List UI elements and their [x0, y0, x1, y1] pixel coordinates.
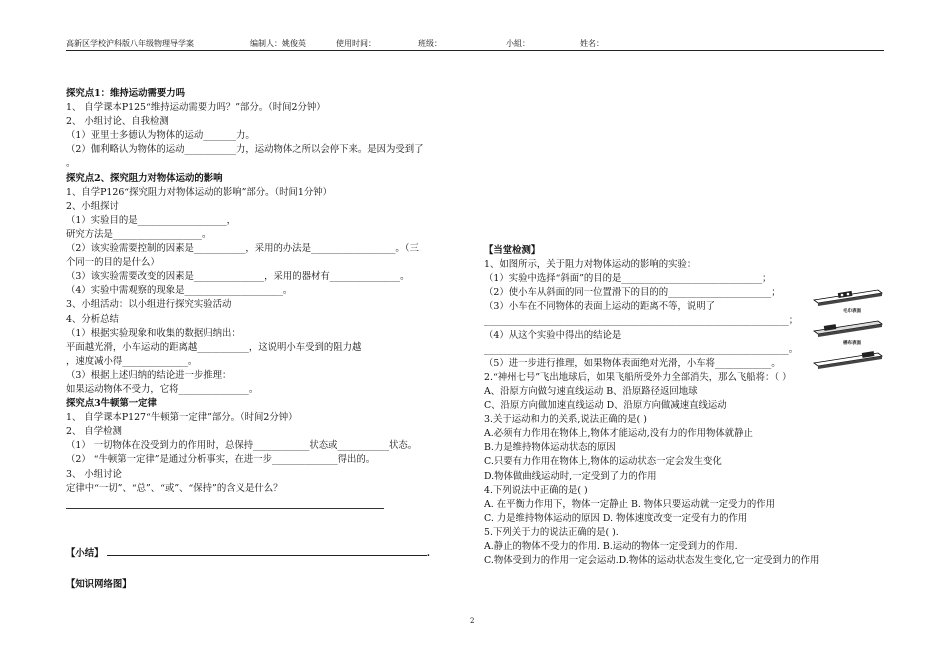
right-line: （3）小车在不同物体的表面上运动的距离不等，说明了 — [484, 301, 715, 313]
left-line: （1） 一切物体在没受到力的作用时，总保持____________状态或___________状态。 — [66, 440, 418, 452]
name-label: 姓名： — [580, 39, 604, 48]
left-line: （2）该实验需要控制的因素是___________，采用的办法是__________________。（三 — [66, 243, 419, 255]
right-line: 3.关于运动和力的关系,说法正确的是( ) — [484, 414, 647, 426]
discussion-answer-line — [66, 496, 384, 509]
figure-caption-towel: 毛巾表面 — [843, 309, 861, 314]
left-line: 如果运动物体不受力，它将_______________。 — [66, 383, 259, 395]
left-line: 定律中“一切”、“总”、“或”、“保持”的含义是什么？ — [66, 482, 283, 494]
left-line: 1、自学P126“探究阻力对物体运动的影响”部分。（时间1分钟） — [66, 186, 333, 198]
left-line: 2、 自学检测 — [66, 426, 122, 438]
left-line: （1）根据实验现象和收集的数据归纳出： — [66, 327, 241, 339]
left-line: （1）亚里士多德认为物体的运动_______力。 — [66, 130, 255, 142]
figure-caption-cotton: 棉布表面 — [843, 341, 861, 346]
left-line: 2、 小组讨论、自我检测 — [66, 116, 169, 128]
school-title: 高新区学校沪科版八年级物理导学案 — [66, 39, 194, 48]
left-line: 探究点2、探究阻力对物体运动的影响 — [66, 172, 223, 184]
group-label: 小組： — [506, 39, 530, 48]
left-line: 探究点3牛顿第一定律 — [66, 398, 157, 410]
right-line: _________________________________________________________________； — [484, 315, 799, 327]
left-line: 探究点1：维持运动需要力吗 — [66, 88, 186, 99]
left-line: 。 — [66, 158, 76, 170]
left-column — [66, 87, 466, 509]
page-header — [66, 38, 884, 51]
summary-section — [66, 545, 430, 559]
left-line: 1、 自学课本P125“维持运动需要力吗？”部分。（时间2分钟） — [66, 102, 326, 114]
right-line: 1、如图所示，关于阻力对物体运动的影响的实验： — [484, 259, 697, 271]
left-line: 研究方法是___________________。 — [66, 228, 212, 240]
right-line: C、沿原方向做加速直线运动 D、沿原方向做减速直线运动 — [484, 400, 727, 412]
right-line: C. 力是维持物体运动的原因 D. 物体速度改变一定受有力的作用 — [484, 512, 748, 524]
right-line: B.力是维持物体运动状态的原因 — [484, 442, 616, 454]
page-number: 2 — [470, 617, 475, 625]
left-line: 1、 自学课本P127“牛顿第一定律”部分。（时间2分钟） — [66, 412, 298, 424]
summary-end: . — [426, 548, 431, 559]
ramp-figure-2 — [812, 317, 884, 337]
right-line: （2）使小车从斜面的同一位置滑下的目的的______________________； — [484, 287, 781, 299]
left-line: 平面越光滑，小车运动的距离越___________，这说明小车受到的阻力越 — [66, 341, 362, 353]
right-line: _________________________________________________________________。 — [484, 343, 799, 355]
left-line: （2） “牛顿第一定律”是通过分析事实，在进一步______________得出的。 — [66, 454, 376, 466]
right-line: 【当堂检测】 — [484, 245, 541, 256]
knowledge-network-label: 【知识网络图】 — [66, 579, 132, 590]
class-label: 班级： — [418, 39, 442, 48]
left-line: 3、小组活动：以小组进行探究实验活动 — [66, 299, 232, 311]
left-line: （2）伽利略认为物体的运动___________力，运动物体之所以会停下来。是因为受到了 — [66, 144, 424, 156]
right-line: C.只要有力作用在物体上,物体的运动状态一定会发生变化 — [484, 456, 722, 468]
right-line: A、沿原方向做匀速直线运动 B、沿原路径返回地球 — [484, 385, 698, 397]
left-line: 个同一的目的是什么） — [66, 257, 160, 269]
ramp-figure-3 — [812, 349, 884, 369]
summary-blank — [107, 545, 427, 556]
right-line: A.静止的物体不受力的作用. B.运动的物体一定受到力的作用. — [484, 540, 738, 552]
use-time-label: 使用时间： — [336, 39, 376, 48]
right-line: （5）进一步进行推理，如果物体表面绝对光滑，小车将____________。 — [484, 357, 781, 369]
left-line: （3）该实验需要改变的因素是_______________，采用的器材有_______________。 — [66, 271, 410, 283]
right-line: A. 在平衡力作用下，物体一定静止 B. 物体只要运动就一定受力的作用 — [484, 498, 776, 510]
right-line: C.物体受到力的作用一定会运动.D.物体的运动状态发生变化,它一定受到力的作用 — [484, 555, 820, 567]
left-line: （3）根据上述归纳的结论进一步推理： — [66, 369, 232, 381]
left-line: 3、 小组讨论 — [66, 468, 122, 480]
left-line: 2、小组探讨 — [66, 200, 119, 212]
summary-label: 【小结】 — [66, 548, 104, 559]
right-line: 4.下列说法中正确的是( ) — [484, 484, 588, 496]
right-line: 5.下列关于力的说法正确的是( ). — [484, 526, 619, 538]
left-line: ，速度减小得______________。 — [66, 355, 198, 367]
left-line: （1）实验目的是___________________， — [66, 214, 237, 226]
right-line: （4）从这个实验中得出的结论是 — [484, 329, 622, 341]
ramp-figure-1 — [812, 286, 884, 306]
left-line: （4）实验中需观察的现象是_____________________。 — [66, 285, 293, 297]
right-line: D.物体做曲线运动时,一定受到了力的作用 — [484, 470, 657, 482]
right-line: （1）实验中选择“斜面”的目的是______________________________； — [484, 273, 772, 285]
right-line: A.必须有力作用在物体上,物体才能运动,没有力的作用物体就静止 — [484, 428, 753, 440]
right-line: 2.“神州七号”飞出地球后，如果飞船所受外力全部消失，那么飞船将：（ ） — [484, 371, 792, 383]
editor-label: 编制人：姚俊英 — [250, 39, 306, 48]
left-line: 4、分析总结 — [66, 313, 119, 325]
